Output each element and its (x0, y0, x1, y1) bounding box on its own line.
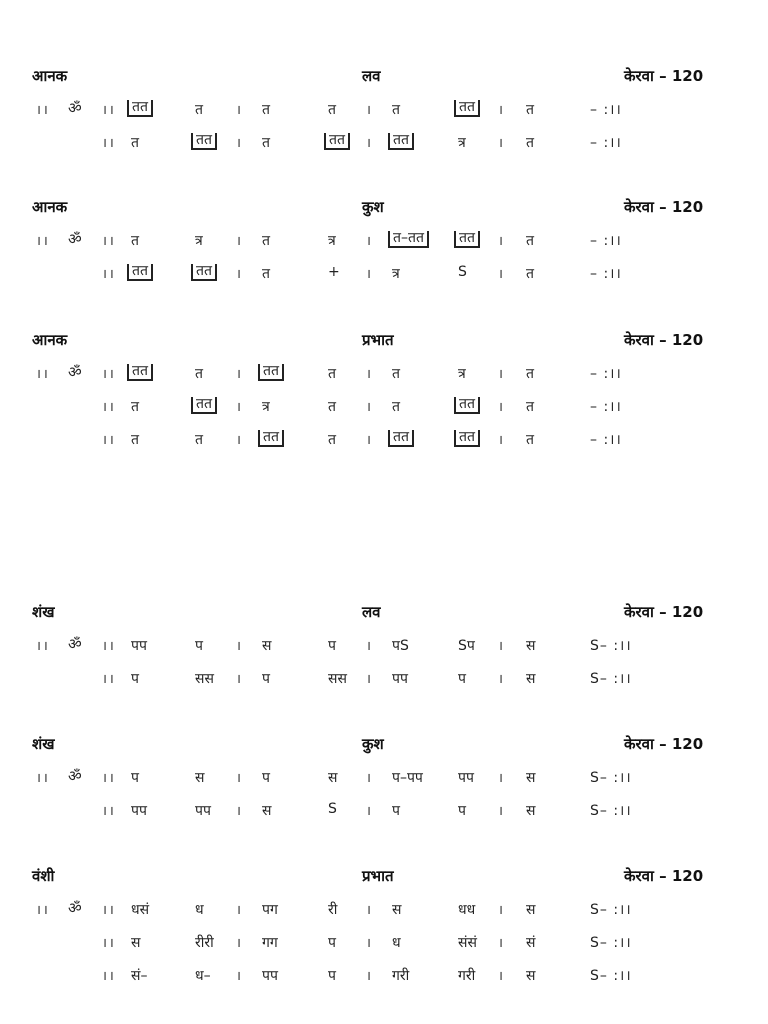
beat-divider: । (236, 672, 243, 687)
beat-divider: । (498, 433, 505, 448)
notation-row (0, 801, 768, 823)
beat: त (328, 432, 336, 448)
om-symbol: ॐ (68, 899, 82, 917)
tala-tempo: केरवा – 120 (624, 198, 704, 216)
beat: प (458, 803, 466, 819)
composition-name: कुश (362, 735, 384, 753)
beat: गरी (392, 968, 410, 984)
beat-divider: । (236, 639, 243, 654)
beat: प (458, 671, 466, 687)
start-bar: ।। (102, 936, 116, 951)
bracketed-beat: तत (127, 100, 153, 117)
beat: त्र (458, 135, 466, 151)
start-bar: ।। (102, 969, 116, 984)
beat: पप (195, 803, 211, 819)
bracketed-beat: तत (191, 133, 217, 150)
beat: स (262, 803, 272, 819)
beat-divider: । (236, 903, 243, 918)
beat: त्र (195, 233, 203, 249)
beat: गग (262, 935, 278, 951)
om-symbol: ॐ (68, 230, 82, 248)
beat-divider: । (498, 804, 505, 819)
om-symbol: ॐ (68, 363, 82, 381)
beat-divider: । (498, 136, 505, 151)
beat-divider: । (498, 400, 505, 415)
notation-row (0, 933, 768, 955)
beat: त्र (262, 399, 270, 415)
beat: त (526, 266, 534, 282)
beat: पप (131, 803, 147, 819)
block-header (0, 66, 768, 86)
notation-row (0, 966, 768, 988)
beat-divider: । (236, 936, 243, 951)
beat: प (262, 770, 270, 786)
beat: स (262, 638, 272, 654)
beat: S (458, 264, 467, 280)
notation-row (0, 100, 768, 122)
beat: प (195, 638, 203, 654)
beat-divider: । (236, 433, 243, 448)
repeat-open-bar: ।। (36, 234, 50, 249)
tala-tempo: केरवा – 120 (624, 867, 704, 885)
repeat-close-bar: S– :।। (590, 902, 632, 918)
block-header (0, 602, 768, 622)
start-bar: ।। (102, 136, 116, 151)
beat: + (328, 264, 340, 280)
composition-name: प्रभात (362, 867, 394, 885)
beat-divider: । (366, 103, 373, 118)
beat-divider: । (236, 969, 243, 984)
repeat-close-bar: S– :।। (590, 803, 632, 819)
repeat-open-bar: ।। (36, 771, 50, 786)
beat: त (131, 135, 139, 151)
block-header (0, 734, 768, 754)
block-header (0, 197, 768, 217)
bracketed-beat: तत (127, 264, 153, 281)
block-header (0, 330, 768, 350)
start-bar: ।। (102, 103, 116, 118)
beat-divider: । (498, 936, 505, 951)
beat-divider: । (236, 771, 243, 786)
notation-row (0, 430, 768, 452)
beat-divider: । (236, 103, 243, 118)
beat-divider: । (498, 903, 505, 918)
notation-row (0, 133, 768, 155)
beat: त (328, 399, 336, 415)
beat: त्र (392, 266, 400, 282)
repeat-close-bar: S– :।। (590, 935, 632, 951)
composition-name: लव (362, 67, 381, 85)
beat-divider: । (498, 267, 505, 282)
bracketed-beat: तत (454, 397, 480, 414)
beat: प (392, 803, 400, 819)
om-symbol: ॐ (68, 767, 82, 785)
beat: संसं (458, 935, 477, 951)
beat: त्र (458, 366, 466, 382)
beat: त (131, 399, 139, 415)
beat: प–पप (392, 770, 423, 786)
beat-divider: । (236, 367, 243, 382)
beat: स (195, 770, 205, 786)
start-bar: ।। (102, 804, 116, 819)
block-header (0, 866, 768, 886)
instrument-name: वंशी (32, 867, 55, 885)
notation-row (0, 636, 768, 658)
beat: त (131, 432, 139, 448)
beat-divider: । (366, 367, 373, 382)
bracketed-beat: तत (191, 397, 217, 414)
beat: स (328, 770, 338, 786)
beat: स (392, 902, 402, 918)
notation-row (0, 900, 768, 922)
beat: पS (392, 638, 409, 654)
repeat-open-bar: ।। (36, 903, 50, 918)
repeat-close-bar: S– :।। (590, 968, 632, 984)
beat-divider: । (366, 903, 373, 918)
beat: त (328, 366, 336, 382)
beat: ध (392, 935, 401, 951)
beat: सं (526, 935, 536, 951)
repeat-close-bar: – :।। (590, 102, 622, 118)
beat-divider: । (366, 771, 373, 786)
notation-row (0, 669, 768, 691)
beat: त (526, 399, 534, 415)
beat-divider: । (366, 234, 373, 249)
bracketed-beat: तत (258, 430, 284, 447)
notation-row (0, 768, 768, 790)
beat: प (328, 968, 336, 984)
beat-divider: । (366, 936, 373, 951)
bracketed-beat: तत (388, 133, 414, 150)
beat: त (526, 102, 534, 118)
beat-divider: । (236, 267, 243, 282)
beat: त (328, 102, 336, 118)
beat: रीरी (195, 935, 214, 951)
instrument-name: शंख (32, 735, 55, 753)
beat-divider: । (498, 969, 505, 984)
beat: प (328, 638, 336, 654)
beat: पग (262, 902, 278, 918)
bracketed-beat: त–तत (388, 231, 429, 248)
notation-row (0, 397, 768, 419)
tala-tempo: केरवा – 120 (624, 603, 704, 621)
beat-divider: । (236, 234, 243, 249)
repeat-open-bar: ।। (36, 103, 50, 118)
repeat-open-bar: ।। (36, 367, 50, 382)
tala-tempo: केरवा – 120 (624, 331, 704, 349)
beat: त (262, 233, 270, 249)
beat-divider: । (366, 639, 373, 654)
beat-divider: । (366, 267, 373, 282)
bracketed-beat: तत (324, 133, 350, 150)
repeat-close-bar: – :।। (590, 432, 622, 448)
bracketed-beat: तत (454, 430, 480, 447)
beat: त्र (328, 233, 336, 249)
beat-divider: । (236, 804, 243, 819)
bracketed-beat: तत (454, 100, 480, 117)
beat: त (262, 135, 270, 151)
beat: सस (328, 671, 347, 687)
repeat-open-bar: ।। (36, 639, 50, 654)
beat: स (526, 638, 536, 654)
notation-row (0, 364, 768, 386)
beat: ध (195, 902, 204, 918)
beat: पप (131, 638, 147, 654)
beat: प (131, 770, 139, 786)
composition-name: लव (362, 603, 381, 621)
start-bar: ।। (102, 234, 116, 249)
om-symbol: ॐ (68, 99, 82, 117)
notation-row (0, 264, 768, 286)
beat: प (262, 671, 270, 687)
bracketed-beat: तत (388, 430, 414, 447)
beat: स (526, 968, 536, 984)
repeat-close-bar: S– :।। (590, 770, 632, 786)
repeat-close-bar: – :।। (590, 366, 622, 382)
beat: पप (458, 770, 474, 786)
beat: त (526, 135, 534, 151)
beat: पप (262, 968, 278, 984)
bracketed-beat: तत (127, 364, 153, 381)
beat: त (392, 366, 400, 382)
notation-row (0, 231, 768, 253)
instrument-name: आनक (32, 331, 68, 349)
beat: गरी (458, 968, 476, 984)
beat: प (131, 671, 139, 687)
beat: त (392, 102, 400, 118)
beat: त (526, 233, 534, 249)
beat-divider: । (498, 639, 505, 654)
composition-name: कुश (362, 198, 384, 216)
beat: पप (392, 671, 408, 687)
beat: स (131, 935, 141, 951)
beat-divider: । (366, 672, 373, 687)
beat: सं– (131, 968, 148, 984)
start-bar: ।। (102, 267, 116, 282)
beat: त (195, 366, 203, 382)
beat: स (526, 803, 536, 819)
start-bar: ।। (102, 639, 116, 654)
beat-divider: । (366, 136, 373, 151)
start-bar: ।। (102, 367, 116, 382)
instrument-name: आनक (32, 198, 68, 216)
bracketed-beat: तत (191, 264, 217, 281)
bracketed-beat: तत (258, 364, 284, 381)
beat-divider: । (366, 969, 373, 984)
instrument-name: आनक (32, 67, 68, 85)
beat: स (526, 770, 536, 786)
beat: प (328, 935, 336, 951)
repeat-close-bar: S– :।। (590, 638, 632, 654)
repeat-close-bar: – :।। (590, 266, 622, 282)
beat-divider: । (498, 103, 505, 118)
start-bar: ।। (102, 400, 116, 415)
beat-divider: । (498, 771, 505, 786)
beat-divider: । (366, 433, 373, 448)
beat: त (131, 233, 139, 249)
instrument-name: शंख (32, 603, 55, 621)
beat-divider: । (236, 136, 243, 151)
tala-tempo: केरवा – 120 (624, 735, 704, 753)
beat: धध (458, 902, 476, 918)
repeat-close-bar: S– :।। (590, 671, 632, 687)
beat: S (328, 801, 337, 817)
om-symbol: ॐ (68, 635, 82, 653)
beat: ध– (195, 968, 211, 984)
beat: त (262, 102, 270, 118)
start-bar: ।। (102, 672, 116, 687)
beat-divider: । (498, 672, 505, 687)
tala-tempo: केरवा – 120 (624, 67, 704, 85)
bracketed-beat: तत (454, 231, 480, 248)
start-bar: ।। (102, 771, 116, 786)
beat: री (328, 902, 338, 918)
beat: त (392, 399, 400, 415)
beat: त (526, 366, 534, 382)
beat: स (526, 902, 536, 918)
beat-divider: । (366, 804, 373, 819)
composition-name: प्रभात (362, 331, 394, 349)
beat-divider: । (236, 400, 243, 415)
start-bar: ।। (102, 903, 116, 918)
repeat-close-bar: – :।। (590, 233, 622, 249)
beat: त (526, 432, 534, 448)
beat: सस (195, 671, 214, 687)
beat-divider: । (498, 367, 505, 382)
beat-divider: । (498, 234, 505, 249)
beat: Sप (458, 638, 475, 654)
beat: स (526, 671, 536, 687)
beat: त (262, 266, 270, 282)
repeat-close-bar: – :।। (590, 399, 622, 415)
beat: त (195, 102, 203, 118)
beat-divider: । (366, 400, 373, 415)
beat: त (195, 432, 203, 448)
start-bar: ।। (102, 433, 116, 448)
repeat-close-bar: – :।। (590, 135, 622, 151)
beat: धसं (131, 902, 150, 918)
